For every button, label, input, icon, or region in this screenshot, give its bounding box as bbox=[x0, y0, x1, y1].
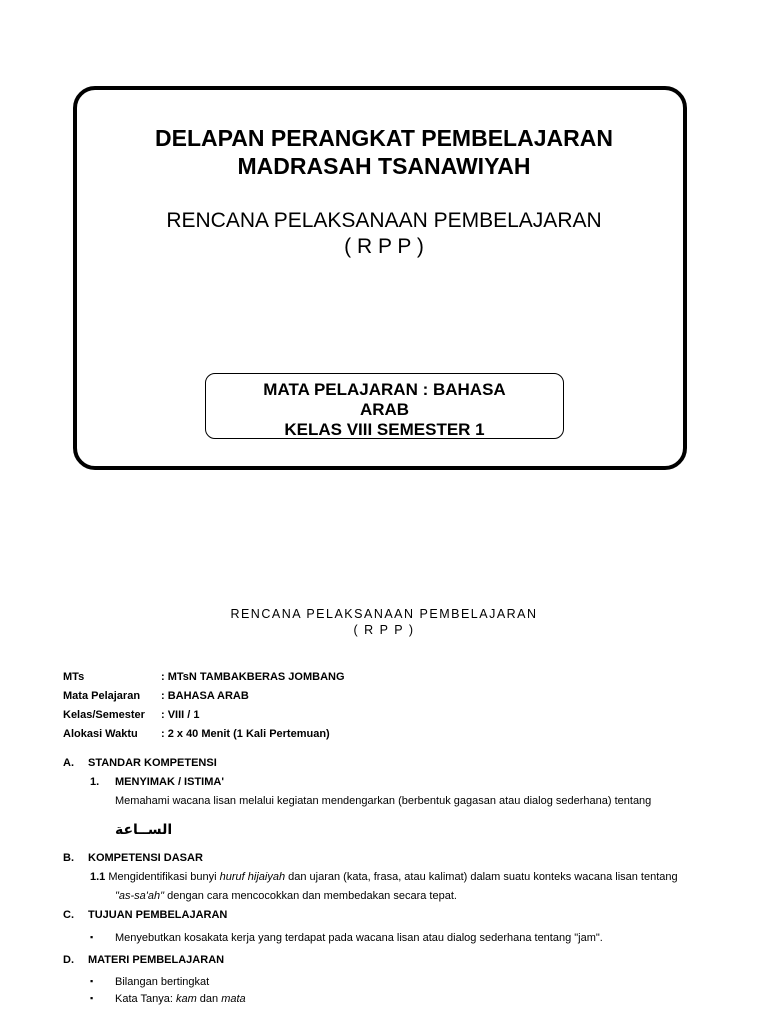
info-table bbox=[63, 667, 345, 743]
section-b-text-italic: huruf hijaiyah bbox=[219, 871, 286, 883]
subject-line2: ARAB bbox=[359, 400, 410, 419]
info-label: Mata Pelajaran bbox=[63, 689, 141, 702]
section-b-text-pre: Mengidentifikasi bunyi bbox=[105, 871, 220, 883]
section-d-bullet2-i2: mata bbox=[221, 993, 246, 1005]
bullet-icon: ▪ bbox=[90, 976, 94, 986]
info-value: : MTsN TAMBAKBERAS JOMBANG bbox=[161, 670, 345, 683]
cover-subtitle bbox=[0, 208, 768, 260]
section-b-item bbox=[90, 870, 678, 884]
section-a-item-title: MENYIMAK / ISTIMA' bbox=[115, 776, 224, 788]
section-letter: C. bbox=[63, 909, 74, 921]
cover-title-line1: DELAPAN PERANGKAT PEMBELAJARAN bbox=[155, 125, 613, 151]
rpp-heading bbox=[0, 606, 768, 638]
section-letter: D. bbox=[63, 954, 74, 966]
info-row-time bbox=[63, 724, 345, 743]
section-title: MATERI PEMBELAJARAN bbox=[88, 954, 225, 966]
section-d-bullet2-i1: kam bbox=[175, 993, 197, 1005]
section-d-bullet2-mid: dan bbox=[196, 993, 222, 1005]
section-b-item-num: 1.1 bbox=[90, 871, 106, 883]
section-title: STANDAR KOMPETENSI bbox=[88, 757, 217, 769]
cover-title bbox=[0, 124, 768, 180]
info-value: : VIII / 1 bbox=[161, 708, 200, 721]
info-row-mts bbox=[63, 667, 345, 686]
info-label: Kelas/Semester bbox=[63, 708, 145, 721]
section-c-bullet: Menyebutkan kosakata kerja yang terdapat pada wacana lisan atau dialog sederhana tentang "jam". bbox=[115, 932, 603, 944]
section-a-item-num: 1. bbox=[90, 776, 100, 788]
section-b-line2 bbox=[115, 889, 457, 903]
section-title: TUJUAN PEMBELAJARAN bbox=[88, 909, 228, 921]
arabic-word: الســاعة bbox=[115, 821, 173, 837]
section-b-line2-italic: "as-sa'ah" bbox=[115, 890, 165, 902]
section-letter: A. bbox=[63, 757, 74, 769]
info-label: MTs bbox=[63, 670, 85, 683]
info-label: Alokasi Waktu bbox=[63, 727, 138, 740]
cover-subtitle-line2: ( R P P ) bbox=[344, 235, 424, 258]
subject-line1: MATA PELAJARAN : BAHASA bbox=[263, 380, 506, 399]
rpp-heading-line2: ( R P P ) bbox=[353, 623, 415, 637]
section-b-text-post: dan ujaran (kata, frasa, atau kalimat) dalam suatu konteks wacana lisan tentang bbox=[285, 871, 678, 883]
bullet-icon: ▪ bbox=[90, 932, 94, 942]
bullet-icon: ▪ bbox=[90, 993, 94, 1003]
cover-title-line2: MADRASAH TSANAWIYAH bbox=[237, 153, 531, 179]
section-letter: B. bbox=[63, 852, 74, 864]
rpp-heading-line1: RENCANA PELAKSANAAN PEMBELAJARAN bbox=[230, 607, 538, 621]
info-row-class bbox=[63, 705, 345, 724]
section-d-bullet2 bbox=[115, 992, 246, 1006]
info-value: : 2 x 40 Menit (1 Kali Pertemuan) bbox=[161, 727, 330, 740]
section-a-item-text: Memahami wacana lisan melalui kegiatan mendengarkan (berbentuk gagasan atau dialog sederhana) tentang bbox=[115, 795, 652, 807]
subject-box bbox=[205, 373, 564, 439]
info-row-subject bbox=[63, 686, 345, 705]
info-value: : BAHASA ARAB bbox=[161, 689, 249, 702]
subject-line3: KELAS VIII SEMESTER 1 bbox=[284, 420, 485, 439]
section-d-bullet1: Bilangan bertingkat bbox=[115, 976, 210, 988]
section-d-bullet2-pre: Kata Tanya: bbox=[115, 993, 176, 1005]
cover-subtitle-line1: RENCANA PELAKSANAAN PEMBELAJARAN bbox=[166, 209, 602, 232]
section-title: KOMPETENSI DASAR bbox=[88, 852, 203, 864]
section-b-line2-post: dengan cara mencocokkan dan membedakan secara tepat. bbox=[164, 890, 457, 902]
